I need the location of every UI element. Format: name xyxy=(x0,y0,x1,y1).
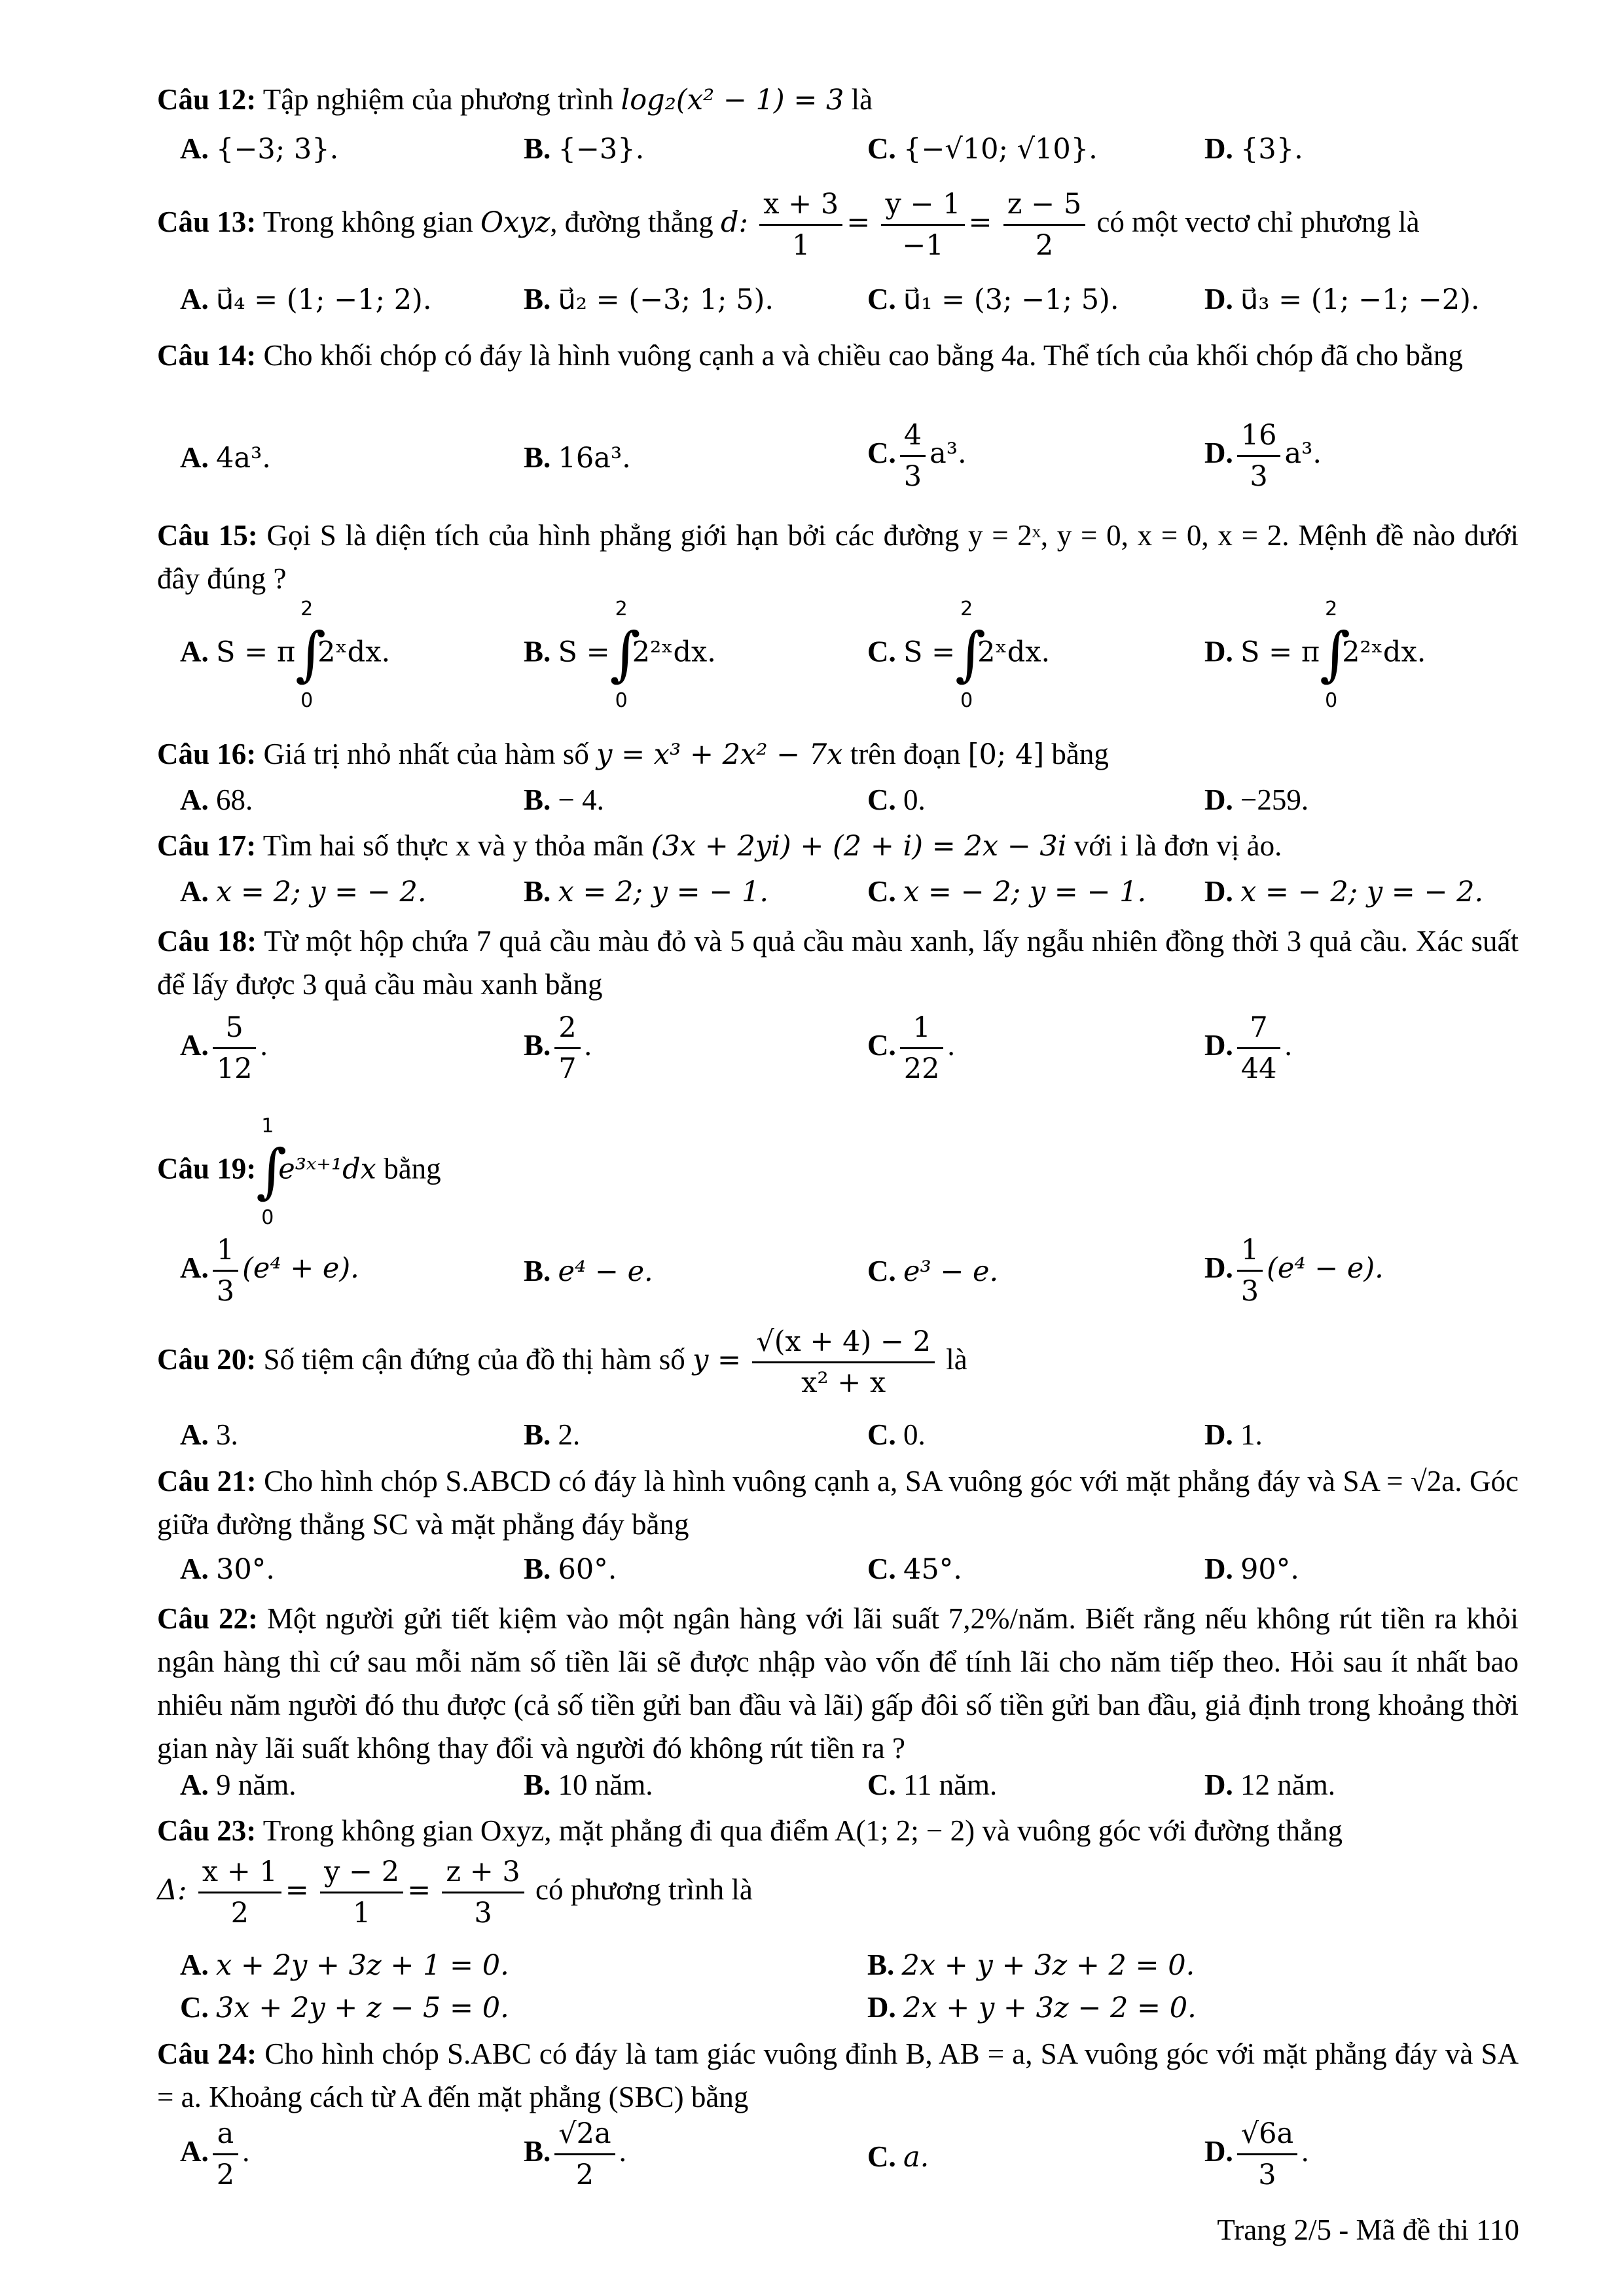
option-c[interactable]: C. 11 năm. xyxy=(867,1768,998,1801)
question-number: Câu 20: xyxy=(157,1342,257,1376)
fraction: $\frac{16}{3}$ xyxy=(1237,416,1281,496)
option-d[interactable]: D. −259. xyxy=(1204,783,1309,816)
option-b[interactable]: B. e⁴ − e. xyxy=(524,1255,653,1288)
option-d[interactable]: D. $\frac{16}{3}$ a³. xyxy=(1204,416,1322,496)
integral-sign: 2 ∫ 0 xyxy=(295,598,326,712)
option-c[interactable]: C. $\frac{1}{22}$ . xyxy=(867,1008,955,1088)
option-b[interactable]: B. $\frac{√2a}{2}$ . xyxy=(524,2114,626,2195)
equation: log₂(x² − 1) = 3 xyxy=(621,84,844,117)
fraction: $\frac{x + 3}{1}$ xyxy=(759,185,842,265)
option-b[interactable]: B. x = 2; y = − 1. xyxy=(524,875,769,908)
fraction: $\frac{1}{22}$ xyxy=(900,1008,944,1088)
option-a[interactable]: A. $\frac{5}{12}$ . xyxy=(180,1008,268,1088)
option-d[interactable]: D. 1. xyxy=(1204,1418,1263,1451)
question-number: Câu 22: xyxy=(157,1602,258,1635)
fraction: $\frac{√(x + 4) - 2}{\text{x² + x}}$ xyxy=(752,1322,935,1403)
question-24-text: Câu 24: Cho hình chóp S.ABC có đáy là tam giác vuông đỉnh B, AB = a, SA vuông góc với mặt phẳng đáy và SA = a. Khoảng cách từ A đến mặt phẳng (SBC) bằng xyxy=(157,2037,1519,2113)
fraction: $\frac{√6a}{3}$ xyxy=(1237,2114,1297,2195)
option-a[interactable]: A. 9 năm. xyxy=(180,1768,297,1801)
question-14-text: Câu 14: Cho khối chóp có đáy là hình vuông cạnh a và chiều cao bằng 4a. Thể tích của khối chóp đã cho bằng xyxy=(157,339,1463,372)
page-footer: Trang 2/5 - Mã đề thi 110 xyxy=(1217,2214,1519,2246)
fraction: $\frac{a}{2}$ xyxy=(213,2114,238,2195)
question-number: Câu 24: xyxy=(157,2037,257,2070)
question-22 xyxy=(157,1597,1519,1770)
question-19 xyxy=(157,1116,1519,1227)
option-b[interactable]: B. 16a³. xyxy=(524,441,631,475)
option-b[interactable]: B. S = 2 ∫ 0 2²ˣdx. xyxy=(524,598,716,712)
question-number: Câu 14: xyxy=(157,339,257,372)
integral-sign: 2 ∫ 0 xyxy=(609,598,641,712)
question-15-text: Câu 15: Gọi S là diện tích của hình phẳng giới hạn bởi các đường y = 2ˣ, y = 0, x = 0, x = 2. Mệnh đề nào dưới đây đúng ? xyxy=(157,519,1519,595)
question-22-text: Câu 22: Một người gửi tiết kiệm vào một ngân hàng với lãi suất 7,2%/năm. Biết rằng nếu không rút tiền ra khỏi ngân hàng thì cứ sau mỗi năm số tiền lãi sẽ được nhập vào vốn để tính lãi cho năm tiếp theo. Hỏi sau ít nhất bao nhiêu năm người đó thu được (cả số tiền gửi ban đầu và lãi) gấp đôi số tiền gửi ban đầu, giả định trong khoảng thời gian này lãi suất không thay đổi và người đó không rút tiền ra ? xyxy=(157,1602,1519,1765)
integral-sign: 2 ∫ 0 xyxy=(1320,598,1350,712)
option-c[interactable]: C. a. xyxy=(867,2140,929,2174)
fraction: $\frac{x + 1}{2}$ xyxy=(198,1852,281,1933)
option-d[interactable]: D. 90°. xyxy=(1204,1552,1299,1586)
question-16 xyxy=(157,736,1519,772)
integral-sign: 1 ∫ 0 xyxy=(256,1115,287,1229)
option-a[interactable]: A. x + 2y + 3z + 1 = 0. xyxy=(180,1948,509,1982)
question-16-text: Câu 16: Giá trị nhỏ nhất của hàm số y = x³ + 2x² − 7x trên đoạn [0; 4] bằng xyxy=(157,738,1109,771)
option-c[interactable]: C. 45°. xyxy=(867,1552,962,1586)
option-a[interactable]: A. $\frac{1}{3}$ (e⁴ + e). xyxy=(180,1230,359,1311)
option-a[interactable]: A. {−3; 3}. xyxy=(180,132,339,166)
question-number: Câu 13: xyxy=(157,205,257,238)
option-c[interactable]: C. e³ − e. xyxy=(867,1255,999,1288)
option-b[interactable]: B. {−3}. xyxy=(524,132,645,166)
option-d[interactable]: D. x = − 2; y = − 2. xyxy=(1204,875,1484,908)
option-b[interactable]: B. 2. xyxy=(524,1418,581,1451)
question-number: Câu 17: xyxy=(157,829,257,862)
option-a[interactable]: A. 30°. xyxy=(180,1552,275,1586)
option-b[interactable]: B. u⃗₂ = (−3; 1; 5). xyxy=(524,283,774,316)
question-15 xyxy=(157,514,1519,600)
option-d[interactable]: D. $\frac{1}{3}$ (e⁴ − e). xyxy=(1204,1230,1384,1311)
question-17 xyxy=(157,828,1519,864)
option-c[interactable]: C. 3x + 2y + z − 5 = 0. xyxy=(180,1991,509,2024)
option-a[interactable]: A. 4a³. xyxy=(180,441,271,475)
option-c[interactable]: C. u⃗₁ = (3; −1; 5). xyxy=(867,283,1119,316)
question-number: Câu 12: xyxy=(157,83,257,116)
option-a[interactable]: A. $\frac{a}{2}$ . xyxy=(180,2114,249,2195)
option-b[interactable]: B. 2x + y + 3z + 2 = 0. xyxy=(867,1948,1195,1982)
option-a[interactable]: A. 3. xyxy=(180,1418,238,1451)
option-d[interactable]: D. u⃗₃ = (1; −1; −2). xyxy=(1204,283,1480,316)
fraction: $\frac{z - 5}{2}$ xyxy=(1003,185,1085,265)
option-c[interactable]: C. $\frac{4}{3}$ a³. xyxy=(867,416,967,496)
question-23 xyxy=(157,1813,1519,1933)
question-14 xyxy=(157,334,1519,377)
fraction: $\frac{4}{3}$ xyxy=(900,416,926,496)
fraction: $\frac{y - 1}{-1}$ xyxy=(881,185,964,265)
question-12 xyxy=(157,82,1519,118)
option-d[interactable]: D. $\frac{√6a}{3}$ . xyxy=(1204,2114,1308,2195)
option-a[interactable]: A. u⃗₄ = (1; −1; 2). xyxy=(180,283,432,316)
question-23-text: Câu 23: Trong không gian Oxyz, mặt phẳng đi qua điểm A(1; 2; − 2) và vuông góc với đường thẳng xyxy=(157,1814,1343,1847)
question-24 xyxy=(157,2032,1519,2119)
fraction: $\frac{7}{44}$ xyxy=(1237,1008,1281,1088)
fraction: $\frac{z + 3}{3}$ xyxy=(442,1852,524,1933)
option-c[interactable]: C. 0. xyxy=(867,1418,926,1451)
fraction: $\frac{√2a}{2}$ xyxy=(554,2114,615,2195)
option-d[interactable]: D. $\frac{7}{44}$ . xyxy=(1204,1008,1292,1088)
option-c[interactable]: C. 0. xyxy=(867,783,926,816)
integral-sign: 2 ∫ 0 xyxy=(955,598,986,712)
option-d[interactable]: D. 12 năm. xyxy=(1204,1768,1335,1801)
question-19-text: Câu 19: 1 ∫ 0 e³ˣ⁺¹dx bằng xyxy=(157,1115,441,1229)
option-b[interactable]: B. − 4. xyxy=(524,783,604,816)
question-18-text: Câu 18: Từ một hộp chứa 7 quả cầu màu đỏ và 5 quả cầu màu xanh, lấy ngẫu nhiên đồng thời 3 quả cầu. Xác suất để lấy được 3 quả cầu màu xanh bằng xyxy=(157,925,1519,1001)
option-c[interactable]: C. {−√10; √10}. xyxy=(867,132,1098,166)
question-20 xyxy=(157,1322,1519,1403)
option-a[interactable]: A. 68. xyxy=(180,783,253,816)
fraction: $\frac{1}{3}$ xyxy=(1237,1230,1263,1311)
question-20-text: Câu 20: Số tiệm cận đứng của đồ thị hàm số y = $\frac{√(x + 4) - 2}{\text{x² + x}}$ là xyxy=(157,1322,1519,1403)
option-b[interactable]: B. 60°. xyxy=(524,1552,617,1586)
question-number: Câu 21: xyxy=(157,1465,257,1498)
fraction: $\frac{y - 2}{1}$ xyxy=(320,1852,403,1933)
question-13-text: Câu 13: Trong không gian Oxyz, đường thẳng d: $\frac{x + 3}{1}$ = $\frac{y - 1}{-1}$ = $\frac{z - 5}{2}$ có một vectơ chỉ phương là xyxy=(157,185,1519,265)
question-number: Câu 18: xyxy=(157,925,257,958)
question-number: Câu 16: xyxy=(157,738,257,770)
question-number: Câu 19: xyxy=(157,1152,257,1185)
option-a[interactable]: A. S = π 2 ∫ 0 2ˣdx. xyxy=(180,598,391,712)
option-c[interactable]: C. S = 2 ∫ 0 2ˣdx. xyxy=(867,598,1051,712)
question-21 xyxy=(157,1460,1519,1546)
option-d[interactable]: D. {3}. xyxy=(1204,132,1303,166)
question-18 xyxy=(157,920,1519,1006)
option-a[interactable]: A. x = 2; y = − 2. xyxy=(180,875,427,908)
option-d[interactable]: D. 2x + y + 3z − 2 = 0. xyxy=(867,1991,1197,2024)
question-number: Câu 23: xyxy=(157,1814,257,1847)
question-13 xyxy=(157,185,1519,265)
option-c[interactable]: C. x = − 2; y = − 1. xyxy=(867,875,1147,908)
option-b[interactable]: B. 10 năm. xyxy=(524,1768,653,1801)
question-23-line: Δ: $\frac{x + 1}{2}$ = $\frac{y - 2}{1}$ = $\frac{z + 3}{3}$ có phương trình là xyxy=(157,1852,1519,1933)
question-17-text: Câu 17: Tìm hai số thực x và y thỏa mãn (3x + 2yi) + (2 + i) = 2x − 3i với i là đơn vị ảo. xyxy=(157,829,1282,863)
question-number: Câu 15: xyxy=(157,519,258,552)
question-21-text: Câu 21: Cho hình chóp S.ABCD có đáy là hình vuông cạnh a, SA vuông góc với mặt phẳng đáy và SA = √2a. Góc giữa đường thẳng SC và mặt phẳng đáy bằng xyxy=(157,1465,1519,1541)
fraction: $\frac{1}{3}$ xyxy=(213,1230,238,1311)
fraction: $\frac{5}{12}$ xyxy=(213,1008,257,1088)
option-d[interactable]: D. S = π 2 ∫ 0 2²ˣdx. xyxy=(1204,598,1426,712)
option-b[interactable]: B. $\frac{2}{7}$ . xyxy=(524,1008,592,1088)
fraction: $\frac{2}{7}$ xyxy=(554,1008,580,1088)
question-12-text: Câu 12: Tập nghiệm của phương trình log₂(x² − 1) = 3 là xyxy=(157,83,873,117)
